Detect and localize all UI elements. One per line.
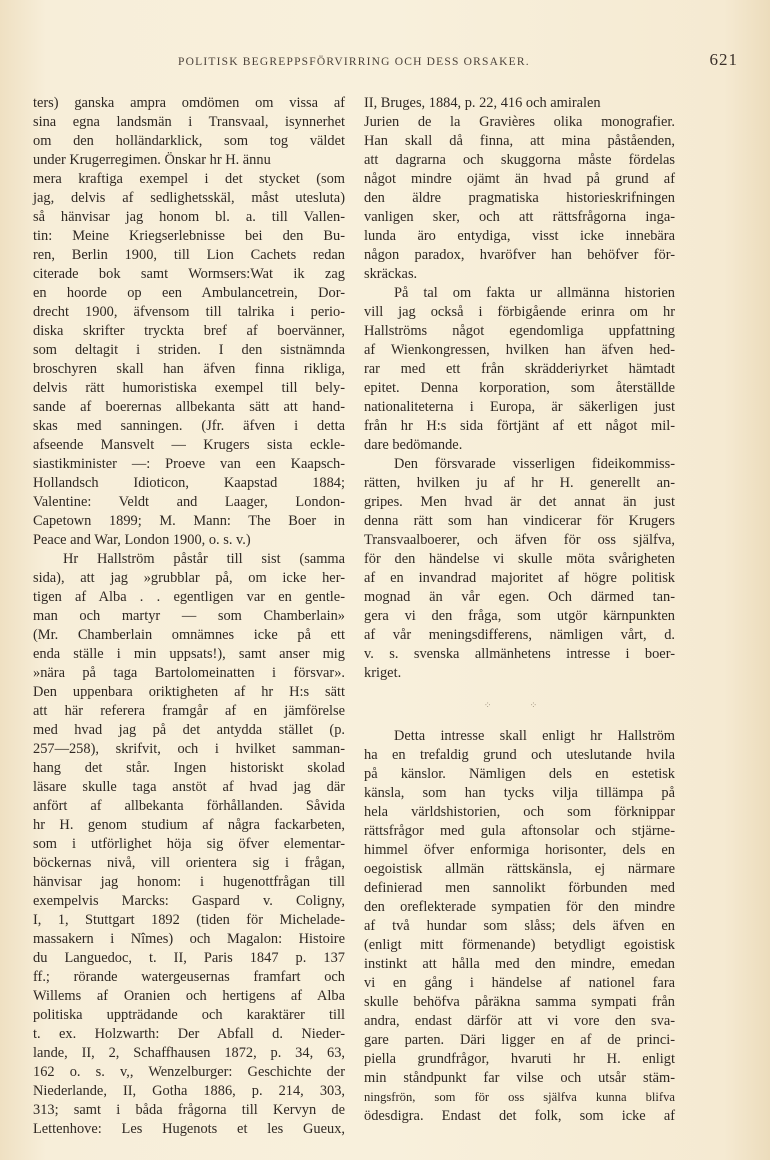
text-line: skräckas. xyxy=(364,266,418,282)
text-line: 162 o. s. v,, Wenzelburger: Geschichte der xyxy=(33,1064,345,1080)
text-line: ters) ganska ampra omdömen om vissa af xyxy=(33,95,345,111)
text-line: mera kraftiga exempel i det stycket (som xyxy=(33,171,345,187)
page-header xyxy=(30,50,740,74)
text-line: ha en trefaldig grund och uteslutande hvila xyxy=(364,747,675,763)
text-line: rättsfrågor med gula aftonsolar och stjärne- xyxy=(364,823,675,839)
text-line: Detta intresse skall enligt hr Hallström xyxy=(394,728,675,744)
text-line: under Krugerregimen. Önskar hr H. ännu xyxy=(33,152,271,168)
text-line: Willems af Oranien och hertigens af Alba xyxy=(33,988,345,1004)
text-line: någon paradox, hvaröfver han behöfver för- xyxy=(364,247,675,263)
text-line: broschyren skall han äfven finna rikliga, xyxy=(33,361,345,377)
text-line: rätten, hvilken ju af hr H. generellt an- xyxy=(364,475,675,491)
text-line: politiska uppträdande och karaktärer till xyxy=(33,1007,345,1023)
text-line: tigen af Alba . . egentligen var en gentle- xyxy=(33,589,345,605)
text-line: vill jag också i förbigående erinra om hr xyxy=(364,304,675,320)
text-line: diska skrifter tryckta bref af boervänner, xyxy=(33,323,345,339)
text-line: t. ex. Holzwarth: Der Abfall d. Nieder- xyxy=(33,1026,345,1042)
text-line: jag, delvis af sedlighetsskäl, måst utesluta) xyxy=(33,190,345,206)
text-line: nationaliteterna i Europa, är säkerligen just xyxy=(364,399,675,415)
text-line: andra, endast därför att vi vore den sva- xyxy=(364,1013,675,1029)
text-line: ff.; rörande watergeusernas framfart och xyxy=(33,969,345,985)
page-number: 621 xyxy=(709,50,738,69)
text-line: den oreflekterade sympatien för den mindre xyxy=(364,899,675,915)
text-line: v. s. svenska allmänhetens intresse i boer- xyxy=(364,646,675,662)
text-line: något mindre ojämt än hvad på grund af xyxy=(364,171,675,187)
text-line: Han skall då finna, att mina påståenden, xyxy=(364,133,675,149)
text-line: kriget. xyxy=(364,665,402,681)
text-line: skas med sanningen. (Jfr. äfven i detta xyxy=(33,418,345,434)
left-text-column xyxy=(33,94,345,1139)
text-line: hänvisar jag honom: i hugenottfrågan till xyxy=(33,874,345,890)
text-line: Den försvarade visserligen fideikommiss- xyxy=(394,456,675,472)
text-line: gripes. Men hvad är det annat än just xyxy=(364,494,675,510)
text-line: (Mr. Chamberlain omnämnes icke på ett xyxy=(33,627,345,643)
text-line: rar med ett från skrädderiyrket hämtadt xyxy=(364,361,675,377)
text-line: hela världshistorien, och som förknippar xyxy=(364,804,675,820)
text-line: lunda äro entydiga, visst icke innebära xyxy=(364,228,675,244)
text-line: känsla, som han tycks vilja tillämpa på xyxy=(364,785,675,801)
text-line: epitet. Denna korporation, som återställde xyxy=(364,380,675,396)
text-line: hr H. genom studium af några fackarbeten, xyxy=(33,817,345,833)
text-line: dare bedömande. xyxy=(364,437,463,453)
text-line: oegoistisk allmän rättskänsla, ej närmare xyxy=(364,861,675,877)
text-line: hang det står. Ingen historiskt skolad xyxy=(33,760,345,776)
text-line: af två hundar som slåss; dels äfven en xyxy=(364,918,675,934)
text-line: (enligt mitt förmenande) betydligt egoistisk xyxy=(364,937,675,953)
text-line: ödesdigra. Endast det folk, som icke af xyxy=(364,1108,675,1124)
text-line: Valentine: Veldt and Laager, London- xyxy=(33,494,345,510)
text-line: af en invandrad majoritet af högre politisk xyxy=(364,570,675,586)
text-line: om den holländarklick, som tog väldet xyxy=(33,133,345,149)
text-line: exempelvis Marcks: Gaspard v. Coligny, xyxy=(33,893,345,909)
text-line: gera vi den fråga, som utgör kärnpunkten xyxy=(364,608,675,624)
text-line: från hr H:s sida förtjänt af ett något mil- xyxy=(364,418,675,434)
text-line: vi en gång i händelse af nationel fara xyxy=(364,975,675,991)
text-line: för den händelse vi skulle möta svårigheten xyxy=(364,551,675,567)
text-line: instinkt att hålla med den mindre, emedan xyxy=(364,956,675,972)
text-line: af Wienkongressen, hvilken han äfven hed- xyxy=(364,342,675,358)
text-line: sida), att jag »grubblar på, om icke her- xyxy=(33,570,345,586)
text-line: att dagrarna och skuggorna måste fördelas xyxy=(364,152,675,168)
text-line: man och martyr — som Chamberlain» xyxy=(33,608,345,624)
running-title: POLITISK BEGREPPSFÖRVIRRING OCH DESS ORSAKER. xyxy=(178,56,530,68)
text-line: I, 1, Stuttgart 1892 (tiden för Michelade- xyxy=(33,912,345,928)
text-line: himmel öfver enformiga horisonter, dels en xyxy=(364,842,675,858)
text-line: sande af boerernas allbekanta sätt att hand- xyxy=(33,399,345,415)
text-line: du Languedoc, t. II, Paris 1847 p. 137 xyxy=(33,950,345,966)
text-line: afseende Mansvelt — Krugers sista eckle- xyxy=(33,437,345,453)
text-line: På tal om fakta ur allmänna historien xyxy=(394,285,675,301)
text-line: piella grundfrågor, hvaruti hr H. enligt xyxy=(364,1051,675,1067)
text-line: lande, II, 2, Schaffhausen 1872, p. 34, 63, xyxy=(33,1045,345,1061)
text-line: läsare skulle taga anstöt af hvad jag där xyxy=(33,779,345,795)
text-line: af vår meningsdifferens, nämligen vårt, d. xyxy=(364,627,675,643)
text-line: Peace and War, London 1900, o. s. v.) xyxy=(33,532,251,548)
text-line: definierad men sannolikt förbunden med xyxy=(364,880,675,896)
text-line: med hvad jag på det antydda stället (p. xyxy=(33,722,345,738)
text-line: denna rätt som han vindicerar för Krugers xyxy=(364,513,675,529)
text-line: ningsfrön, som för oss själfva kunna blifva xyxy=(364,1090,675,1104)
text-line: sina egna landsmän i Transvaal, isynnerhet xyxy=(33,114,345,130)
text-line: skulle behöfva påräkna samma sympati från xyxy=(364,994,675,1010)
text-line: »nära på taga Bartolomeinatten i försvar». xyxy=(33,665,345,681)
text-line: anfört af allbekanta förhållanden. Såvida xyxy=(33,798,345,814)
text-line: Capetown 1899; M. Mann: The Boer in xyxy=(33,513,345,529)
text-line: Jurien de la Gravières olika monografier. xyxy=(364,114,675,130)
text-line: ren, Berlin 1900, till Lion Cachets redan xyxy=(33,247,345,263)
right-text-column xyxy=(364,94,675,1126)
text-line: Hollandsch Idioticon, Kaapstad 1884; xyxy=(33,475,345,491)
text-line: 313; samt i båda frågorna till Kervyn de xyxy=(33,1102,345,1118)
text-line: delvis rätt humoristiska exempel till bely- xyxy=(33,380,345,396)
text-line: II, Bruges, 1884, p. 22, 416 och amiralen xyxy=(364,95,601,111)
text-line: Den uppenbara oriktigheten af hr H:s sätt xyxy=(33,684,345,700)
text-line: Niederlande, II, Gotha 1886, p. 214, 303, xyxy=(33,1083,345,1099)
text-line: tin: Meine Kriegserlebnisse bei den Bu- xyxy=(33,228,345,244)
text-line: mognad än vår egen. Och därmed tan- xyxy=(364,589,675,605)
text-line: att här referera framgår af en jämförelse xyxy=(33,703,345,719)
text-line: gare parten. Däri ligger en af de princi- xyxy=(364,1032,675,1048)
text-line: Hr Hallström påstår till sist (samma xyxy=(63,551,345,567)
text-line: citerade bok samt Wormsers:Wat ik zag xyxy=(33,266,345,282)
text-line: min ståndpunkt far vilse och utsår stäm- xyxy=(364,1070,675,1086)
text-line: böckernas nivå, vill orientera sig i frågan, xyxy=(33,855,345,871)
text-line: som deltagit i striden. I den sistnämnda xyxy=(33,342,345,358)
text-line: Transvaalboerer, och äfven för oss själfva, xyxy=(364,532,675,548)
text-line: 257—258), skrifvit, och i hvilket samman- xyxy=(33,741,345,757)
text-line: siastikminister —: Proeve van een Kaapsch- xyxy=(33,456,345,472)
section-break-ornament: ⁘ ⁘ xyxy=(483,700,556,710)
text-line: drecht 1900, äfvensom till talrika i perio- xyxy=(33,304,345,320)
text-line: en hoorde op een Ambulancetrein, Dor- xyxy=(33,285,345,301)
text-line: som i utförlighet höja sig öfver elementar- xyxy=(33,836,345,852)
text-line: så hänvisar jag honom bl. a. till Vallen- xyxy=(33,209,345,225)
text-line: enda ställe i min uppsats!), samt anser mig xyxy=(33,646,345,662)
text-line: den äldre pragmatiska historieskrifningen xyxy=(364,190,675,206)
text-line: massakern i Nîmes) och Magalon: Histoire xyxy=(33,931,345,947)
text-line: Lettenhove: Les Hugenots et les Gueux, xyxy=(33,1121,345,1137)
text-line: Hallströms något egendomliga uppfattning xyxy=(364,323,675,339)
text-line: vanligen sker, och att rättsfrågorna inga- xyxy=(364,209,675,225)
text-line: på känslor. Nämligen dels en estetisk xyxy=(364,766,675,782)
